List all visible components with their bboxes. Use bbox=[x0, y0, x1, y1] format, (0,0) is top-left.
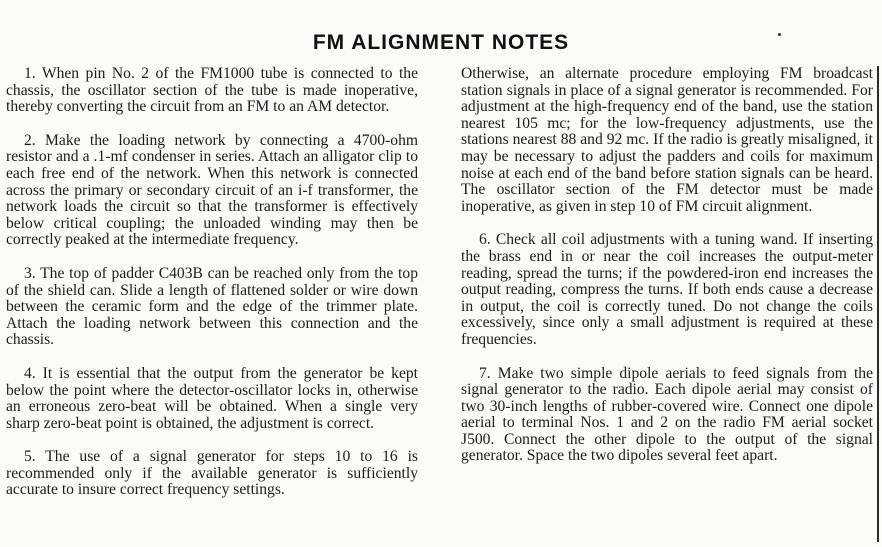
note-paragraph-6: 6. Check all coil adjustments with a tuning wand. If inserting the brass end in or near the coil increases the output-meter reading, spread the turns; if the powdered-iron end increases the output reading, compress the turns. If both ends cause a decrease in output, the coil is correctly tuned. Do not change the coils excessively, since only a small adjustment is required at these frequencies. bbox=[461, 231, 873, 348]
page-edge-rule bbox=[877, 66, 879, 542]
note-paragraph-5-continued: Otherwise, an alternate procedure employing FM broadcast station signals in place of a signal generator is recommended. For adjustment at the high-frequency end of the band, use the station nearest 105 mc; for the low-frequency adjustments, use the stations nearest 88 and 92 mc. If the radio is greatly misaligned, it may be necessary to adjust the padders and coils for maximum noise at each end of the band before station signals can be heard. The oscillator section of the FM detector must be made inoperative, as given in step 10 of FM circuit alignment. bbox=[461, 65, 873, 215]
note-paragraph-7: 7. Make two simple dipole aerials to feed signals from the signal generator to the radio. Each dipole aerial may consist of two 30-inch lengths of rubber-covered wire. Connect one dipole aerial to terminal Nos. 1 and 2 on the radio FM aerial socket J500. Connect the other dipole to the output of the signal generator. Space the two dipoles several feet apart. bbox=[461, 364, 873, 465]
note-paragraph-2: 2. Make the loading network by connecting a 4700-ohm resistor and a .1-mf condenser in series. Attach an alligator clip to each free end of the network. When this network is connected across the primary or secondary circuit of an i-f transformer, the network loads the circuit so that the transformer is effectively below critical coupling; the unloaded winding may then be correctly peaked at the intermediate frequency. bbox=[6, 131, 418, 249]
note-paragraph-5: 5. The use of a signal generator for steps 10 to 16 is recommended only if the available generator is sufficiently accurate to insure correct frequency settings. bbox=[6, 448, 418, 499]
note-paragraph-1: 1. When pin No. 2 of the FM1000 tube is connected to the chassis, the oscillator section of the tube is made inoperative, thereby converting the circuit from an FM to an AM detector. bbox=[6, 65, 418, 116]
note-paragraph-4: 4. It is essential that the output from the generator be kept below the point where the detector-oscillator locks in, otherwise an erroneous zero-beat will be obtained. When a single very sharp zero-beat point is obtained, the adjustment is correct. bbox=[6, 364, 418, 432]
note-paragraph-3: 3. The top of padder C403B can be reached only from the top of the shield can. Slide a length of flattened solder or wire down between the ceramic form and the edge of the trimmer plate. Attach the loading network between this connection and the chassis. bbox=[6, 264, 418, 349]
print-speck bbox=[778, 33, 781, 36]
page-title: FM ALIGNMENT NOTES bbox=[312, 31, 570, 54]
right-column bbox=[461, 66, 873, 482]
left-column bbox=[6, 66, 418, 516]
